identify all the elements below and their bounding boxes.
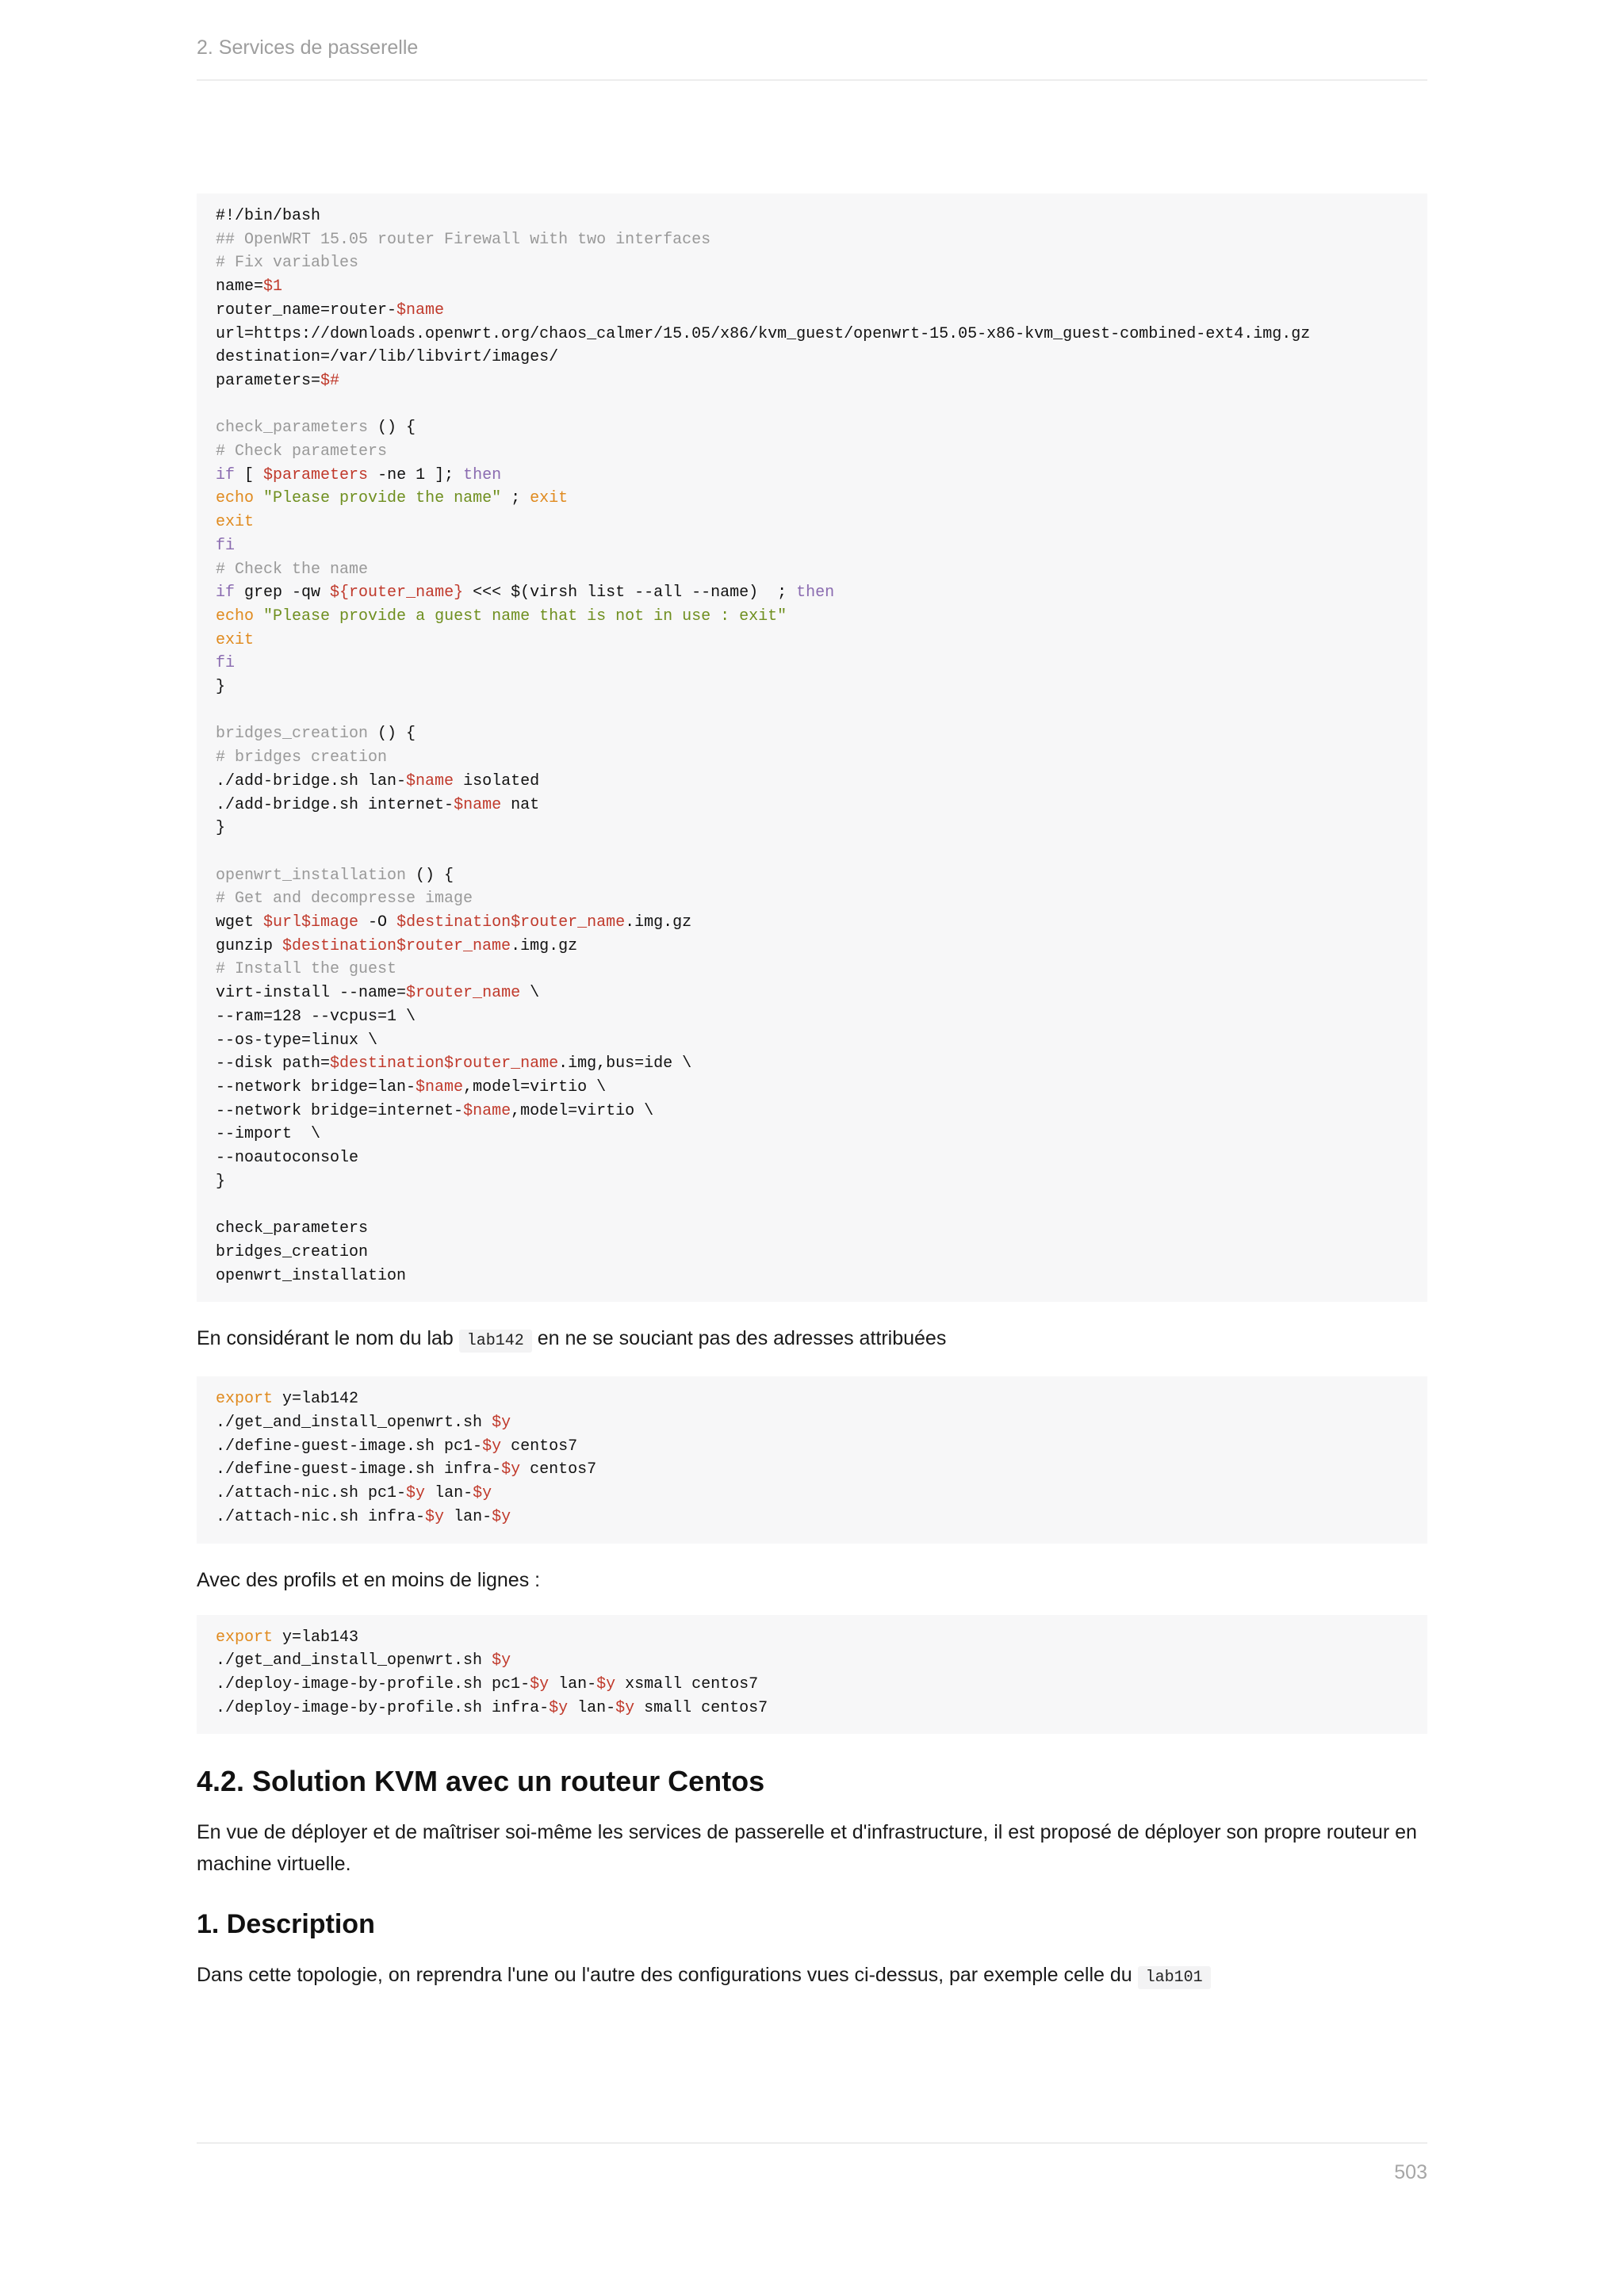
code-token: } — [216, 819, 226, 838]
footer-divider — [197, 2142, 1427, 2144]
code-token: ${router_name} — [330, 584, 464, 603]
code-token: $y — [406, 1484, 426, 1503]
code-token: centos7 — [520, 1460, 597, 1479]
code-line — [216, 299, 1408, 323]
code-token: $destination$router_name — [396, 913, 626, 932]
code-token: $destination$router_name — [330, 1054, 559, 1073]
code-line — [216, 770, 1408, 794]
code-token: y=lab142 — [273, 1390, 359, 1409]
code-token: check_parameters — [216, 419, 369, 438]
code-token: $y — [596, 1674, 616, 1693]
code-token: y=lab143 — [273, 1628, 359, 1647]
code-token: ./deploy-image-by-profile.sh pc1- — [216, 1674, 530, 1693]
code-token: #!/bin/bash — [216, 207, 321, 225]
code-token: } — [216, 1172, 226, 1191]
code-token: destination=/var/lib/libvirt/images/ — [216, 348, 559, 367]
code-token: then — [463, 465, 502, 484]
code-token: nat — [501, 795, 540, 814]
code-line — [216, 746, 1408, 770]
code-block-openwrt-script — [197, 193, 1427, 1302]
code-line — [216, 1029, 1408, 1053]
code-token: ./get_and_install_openwrt.sh — [216, 1651, 492, 1670]
header-divider — [197, 79, 1427, 81]
code-token: $1 — [263, 277, 283, 297]
code-token: ./attach-nic.sh infra- — [216, 1507, 426, 1526]
code-token: then — [796, 584, 835, 603]
code-token: url=https://downloads.openwrt.org/chaos_calmer/15.05/x86/kvm_guest/openwrt-15.05-x86-kvm_guest-combined-ext4.img.gz — [216, 324, 1311, 343]
paragraph-description-intro: En vue de déployer et de maîtriser soi-même les services de passerelle et d'infrastructure, il est proposé de déployer son propre routeur en machine virtuelle. — [197, 1821, 1417, 1876]
code-line — [216, 464, 1408, 488]
code-line — [216, 581, 1408, 605]
paragraph-topology — [197, 1959, 1427, 1994]
code-token: ,model=virtio \ — [463, 1077, 607, 1096]
code-block-lab142 — [197, 1376, 1427, 1543]
code-token: --import \ — [216, 1125, 321, 1144]
code-line — [216, 794, 1408, 817]
code-line — [216, 1411, 1408, 1435]
code-token: lan- — [425, 1484, 473, 1503]
code-token: $y — [615, 1698, 635, 1717]
code-line — [216, 393, 1408, 417]
code-token: parameters= — [216, 371, 321, 390]
inline-code-lab142: lab142 — [459, 1330, 532, 1353]
code-token: lan- — [568, 1698, 616, 1717]
code-token: <<< $(virsh list --all --name) ; — [463, 584, 797, 603]
code-token: .img.gz — [625, 913, 692, 932]
code-line — [216, 1170, 1408, 1194]
code-token: echo — [216, 489, 255, 508]
code-token: --os-type=linux \ — [216, 1031, 378, 1050]
code-token: grep -qw — [235, 584, 331, 603]
code-line — [216, 817, 1408, 840]
code-token: openwrt_installation — [216, 866, 407, 885]
code-token: xsmall centos7 — [615, 1674, 759, 1693]
code-token: "Please provide the name" — [263, 489, 502, 508]
code-token: gunzip — [216, 936, 283, 955]
code-line — [216, 323, 1408, 346]
code-token: $y — [530, 1674, 550, 1693]
code-token: () { — [368, 725, 416, 744]
code-token: \ — [520, 984, 540, 1003]
code-token: # Get and decompresse image — [216, 890, 473, 909]
code-line — [216, 652, 1408, 675]
code-line — [216, 958, 1408, 982]
code-line — [216, 1217, 1408, 1241]
code-token: openwrt_installation — [216, 1266, 407, 1285]
code-token: $url$image — [263, 913, 359, 932]
code-line — [216, 1649, 1408, 1673]
code-token: lan- — [549, 1674, 597, 1693]
inline-code-lab101: lab101 — [1138, 1966, 1211, 1989]
code-line — [216, 205, 1408, 228]
code-token: exit — [530, 489, 569, 508]
code-line — [216, 982, 1408, 1005]
code-token: exit — [216, 630, 255, 649]
code-line — [216, 558, 1408, 582]
code-token: ; — [501, 489, 530, 508]
code-token: ./attach-nic.sh pc1- — [216, 1484, 407, 1503]
code-line — [216, 1697, 1408, 1720]
code-token: --ram=128 --vcpus=1 \ — [216, 1007, 416, 1026]
code-token: export — [216, 1628, 274, 1647]
code-token: # Check parameters — [216, 442, 388, 461]
code-block-lab143 — [197, 1615, 1427, 1735]
code-token: ./define-guest-image.sh pc1- — [216, 1437, 483, 1456]
code-token: wget — [216, 913, 264, 932]
code-token: bridges_creation — [216, 1242, 369, 1261]
code-token: ./add-bridge.sh internet- — [216, 795, 454, 814]
code-token: echo — [216, 607, 255, 626]
code-token: $y — [492, 1413, 511, 1432]
code-line — [216, 911, 1408, 935]
code-line — [216, 1100, 1408, 1123]
code-line — [216, 864, 1408, 888]
code-token: # Fix variables — [216, 254, 359, 273]
code-token: if — [216, 465, 236, 484]
code-token: fi — [216, 536, 236, 555]
code-token: ./deploy-image-by-profile.sh infra- — [216, 1698, 550, 1717]
code-line — [216, 440, 1408, 464]
code-token: name= — [216, 277, 264, 297]
running-header: 2. Services de passerelle — [197, 36, 419, 59]
code-line — [216, 1241, 1408, 1265]
code-token: $y — [549, 1698, 569, 1717]
code-token: $y — [482, 1437, 502, 1456]
code-token: small centos7 — [634, 1698, 768, 1717]
code-token: () { — [368, 419, 416, 438]
code-token: [ — [235, 465, 264, 484]
code-token: $name — [396, 300, 445, 320]
code-token: $name — [406, 771, 454, 790]
code-line — [216, 534, 1408, 558]
code-token: $name — [463, 1101, 511, 1120]
code-token: --network bridge=internet- — [216, 1101, 464, 1120]
code-token: isolated — [454, 771, 540, 790]
code-line — [216, 369, 1408, 393]
code-line — [216, 487, 1408, 511]
code-token: ./get_and_install_openwrt.sh — [216, 1413, 492, 1432]
code-token: $parameters — [263, 465, 369, 484]
code-token: router_name=router- — [216, 300, 397, 320]
code-line — [216, 346, 1408, 369]
code-line — [216, 887, 1408, 911]
code-token — [254, 607, 263, 626]
code-token: $destination$router_name — [282, 936, 511, 955]
code-token: "Please provide a guest name that is not in use : exit" — [263, 607, 787, 626]
code-token: () { — [406, 866, 454, 885]
code-token: -O — [358, 913, 397, 932]
code-token: $y — [425, 1507, 445, 1526]
code-line — [216, 1123, 1408, 1146]
paragraph-text: Dans cette topologie, on reprendra l'une ou l'autre des configurations vues ci-dessus, par exemple celle du — [197, 1964, 1138, 1987]
code-token — [254, 489, 263, 507]
code-line — [216, 840, 1408, 864]
document-page — [197, 0, 1427, 2296]
code-line — [216, 1076, 1408, 1100]
code-token: exit — [216, 513, 255, 532]
code-token: export — [216, 1390, 274, 1409]
code-token: ./add-bridge.sh lan- — [216, 771, 407, 790]
code-token: -ne 1 ]; — [368, 465, 464, 484]
code-token: centos7 — [501, 1437, 578, 1456]
code-line — [216, 1146, 1408, 1170]
code-line — [216, 722, 1408, 746]
code-token: # Install the guest — [216, 960, 397, 979]
code-line — [216, 1193, 1408, 1217]
code-line — [216, 1506, 1408, 1529]
paragraph-lab142 — [197, 1322, 1427, 1357]
code-token: fi — [216, 654, 236, 673]
code-line — [216, 1005, 1408, 1029]
code-token: lan- — [444, 1507, 492, 1526]
code-line — [216, 1052, 1408, 1076]
code-line — [216, 605, 1408, 629]
page-content — [197, 193, 1427, 1994]
code-token: check_parameters — [216, 1219, 369, 1238]
code-token: --network bridge=lan- — [216, 1077, 416, 1096]
code-token: $y — [492, 1507, 511, 1526]
subsection-heading: 1. Description — [197, 1909, 375, 1940]
code-token: bridges_creation — [216, 725, 369, 744]
code-token: ## OpenWRT 15.05 router Firewall with two interfaces — [216, 230, 711, 249]
code-line — [216, 1673, 1408, 1697]
code-line — [216, 228, 1408, 252]
code-token: ,model=virtio \ — [511, 1101, 654, 1120]
code-token: $name — [416, 1077, 464, 1096]
code-token: .img,bus=ide \ — [558, 1054, 692, 1073]
code-token: virt-install --name= — [216, 984, 407, 1003]
code-line — [216, 1458, 1408, 1482]
paragraph-text: en ne se souciant pas des adresses attribuées — [531, 1327, 947, 1350]
code-line — [216, 275, 1408, 299]
code-token: --disk path= — [216, 1054, 331, 1073]
code-line — [216, 935, 1408, 959]
code-token: $y — [473, 1484, 492, 1503]
code-token: } — [216, 678, 226, 697]
code-line — [216, 251, 1408, 275]
code-line — [216, 416, 1408, 440]
page-number: 503 — [1394, 2161, 1427, 2183]
code-token: $name — [454, 795, 502, 814]
code-token: .img.gz — [511, 936, 578, 955]
code-line — [216, 699, 1408, 723]
code-line — [216, 675, 1408, 699]
paragraph-profiles: Avec des profils et en moins de lignes : — [197, 1568, 541, 1591]
code-token: ./define-guest-image.sh infra- — [216, 1460, 502, 1479]
code-token: --noautoconsole — [216, 1149, 359, 1168]
code-token: $y — [492, 1651, 511, 1670]
code-line — [216, 1435, 1408, 1459]
code-line — [216, 629, 1408, 652]
code-token: $y — [501, 1460, 521, 1479]
code-line — [216, 1265, 1408, 1288]
code-line — [216, 1482, 1408, 1506]
paragraph-text: En considérant le nom du lab — [197, 1327, 459, 1350]
code-line — [216, 1626, 1408, 1650]
code-line — [216, 511, 1408, 534]
section-heading: 4.2. Solution KVM avec un routeur Centos — [197, 1765, 765, 1798]
code-token: if — [216, 584, 236, 603]
code-token: $# — [320, 371, 340, 390]
code-token: # bridges creation — [216, 748, 388, 767]
code-token: $router_name — [406, 984, 521, 1003]
code-token: # Check the name — [216, 560, 369, 579]
code-line — [216, 1387, 1408, 1411]
